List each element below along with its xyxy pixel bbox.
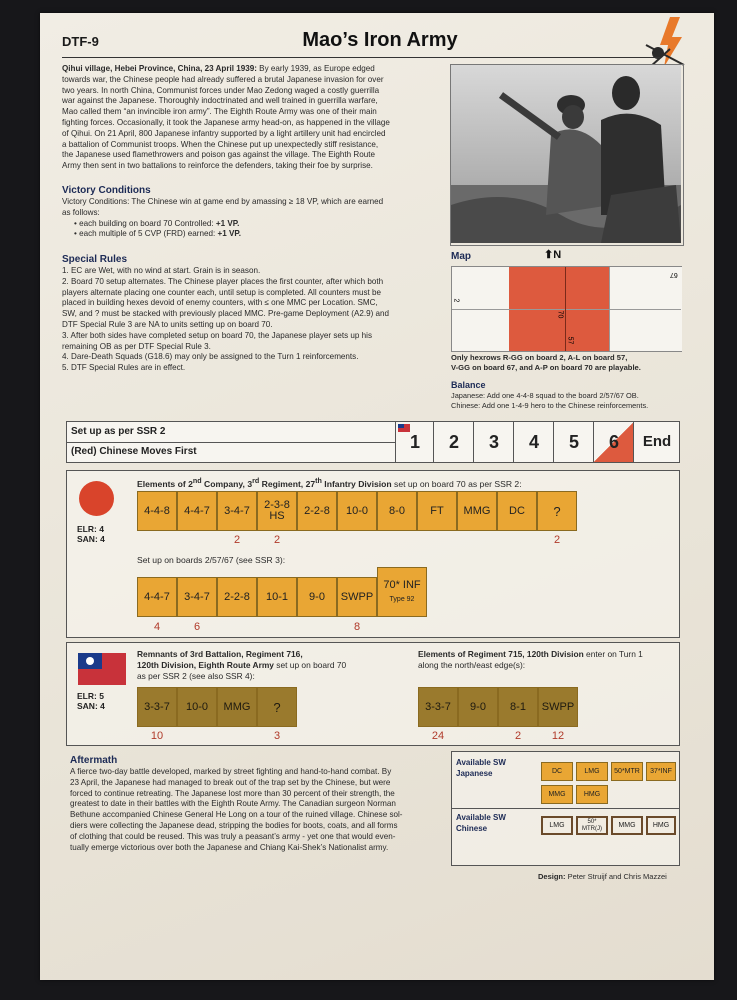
nationalist-flag-icon [78, 653, 126, 685]
counter-10-1: 10-1 [257, 577, 297, 617]
count-swpp: 8 [353, 621, 361, 633]
title-divider [62, 57, 660, 58]
scenario-code: DTF-9 [62, 34, 99, 49]
japanese-ob-panel [66, 470, 680, 638]
sw-jp-37inf: 37*INF [646, 762, 676, 781]
map-heading: Map [451, 251, 471, 262]
map-label-70: 70 [556, 310, 564, 319]
count-4-4-7: 4 [153, 621, 161, 633]
design-credits: Design: Peter Struijf and Chris Mazzei [538, 872, 667, 881]
counter-9-0: 9-0 [297, 577, 337, 617]
counter-8-1: 8-1 [498, 687, 538, 727]
count-2-3-8-hs: 2 [273, 534, 281, 546]
turn-4: 4 [513, 422, 554, 462]
counter-swpp: SWPP [337, 577, 377, 617]
aftermath-heading: Aftermath [70, 755, 118, 766]
counter-2-3-8-hs: 2-3-8 HS [257, 491, 297, 531]
intro-text: Qihui village, Hebei Province, China, 23 April 1939: By early 1939, as Europe edged towards war, the Chinese people had already suffered a brutal Japanese invasion for over two years. In north China, Communist forces under Mao Zedong waged a costly guerrilla war against the Japanese. Thoroughly indoctrinated and well trained in guerrilla warfare, Mao called them “an invincible iron army”. The Eighth Route Army was one of their main fighting forces. Occasionally, it took the Japanese army head-on, as happened in the village of Qihui. On 21 April, 800 Japanese infantry supported by a light artillery unit had encircled a battalion of Communist troops. When the Chinese put up unexpectedly stiff resistance, the Japanese used flamethrowers and poison gas against the village. The Eighth Route Army then sent in two battalions to reinforce the defenders, taking their foe by surprise. [62, 64, 390, 171]
aftermath-text: A fierce two-day battle developed, marked by street fighting and hand-to-hand combat. By 23 April, the Japanese had managed to break out of the trap set by the Chinese, but were forced to continue retreating. The Japanese lost more than 30 percent of their strength, the greatest to date in their battles with the Eighth Route Army. The Canadian surgeon Norman Bethune accompanied Chinese General He Long on a tour of the ruined village. Chinese sol- diers were collecting the Japanese dead, stripping the bodies for boots, coats, and all forms of clothing that could be reused. This was truly a peasant’s army - yet one that would even- tually emerge victorious over both the Japanese and Chiang Kai-Shek’s Nationalist army. [70, 767, 403, 852]
counter-8-0: 8-0 [377, 491, 417, 531]
setup-label: Set up as per SSR 2 [71, 426, 166, 437]
moves-first-label: (Red) Chinese Moves First [71, 446, 197, 457]
chinese-san: SAN: 4 [77, 701, 105, 711]
map-midline [452, 309, 681, 310]
sw-jp-hmg: HMG [576, 785, 608, 804]
counter-10-0: 10-0 [337, 491, 377, 531]
map-label-67: 67 [670, 271, 678, 278]
sw-jp-lmg: LMG [576, 762, 608, 781]
map-label-2: 2 [452, 298, 460, 303]
chinese-group1-title: Remnants of 3rd Battalion, Regiment 716, 120th Division, Eighth Route Army set up on board 70 as per SSR 2 (see also SSR 4): [137, 649, 347, 681]
chinese-group2-title: Elements of Regiment 715, 120th Division enter on Turn 1 along the north/east edge(s): [418, 649, 643, 670]
turn-6: 6 [593, 422, 634, 462]
counter-2-2-8: 2-2-8 [217, 577, 257, 617]
japanese-group1-title: Elements of 2nd Company, 3rd Regiment, 27th Infantry Division set up on board 70 as per SSR 2: [137, 477, 522, 489]
count-8-1: 2 [514, 730, 522, 742]
count-3-3-7: 10 [150, 730, 164, 742]
available-sw-panel [451, 751, 680, 866]
sw-jp-dc: DC [541, 762, 573, 781]
japanese-group2-title: Set up on boards 2/57/67 (see SSR 3): [137, 555, 286, 565]
counter-4-4-8: 4-4-8 [137, 491, 177, 531]
scenario-title: Mao’s Iron Army [302, 29, 458, 51]
sw-chinese-label: Available SW Chinese [456, 813, 506, 833]
map-diagram [451, 266, 682, 352]
counter-70-inf: 70* INF Type 92 [377, 567, 427, 617]
counter-mmg: MMG [217, 687, 257, 727]
counter-10-0: 10-0 [177, 687, 217, 727]
turn-5: 5 [553, 422, 594, 462]
counter-4-4-7: 4-4-7 [137, 577, 177, 617]
balance-heading: Balance [451, 380, 486, 390]
japanese-row1 [137, 491, 587, 551]
count-concealment: 3 [273, 730, 281, 742]
sw-divider [452, 808, 679, 809]
japanese-sun-icon [79, 481, 114, 516]
sw-ch-lmg: LMG [541, 816, 573, 835]
counter-swpp: SWPP [538, 687, 578, 727]
count-3-4-7: 6 [193, 621, 201, 633]
counter-4-4-7: 4-4-7 [177, 491, 217, 531]
counter-dc: DC [497, 491, 537, 531]
turn-1: 1 [395, 422, 434, 462]
turn-track-divider [67, 442, 395, 443]
nationalist-flag-icon [398, 424, 410, 432]
counter-3-3-7: 3-3-7 [418, 687, 458, 727]
chinese-row2 [418, 687, 588, 743]
north-arrow-icon: ⬆ [544, 249, 554, 261]
counter-2-2-8: 2-2-8 [297, 491, 337, 531]
counter-3-4-7: 3-4-7 [217, 491, 257, 531]
count-3-3-7: 24 [431, 730, 445, 742]
counter-ft: FT [417, 491, 457, 531]
special-rules-text: 1. EC are Wet, with no wind at start. Grain is in season. 2. Board 70 setup alternates. The Chinese player places the first counter, after which both players alternate placing one counter each, until setup is completed. All counters must be placed in building hexes devoid of enemy counters, with ≤ one MMC per Location. SMC, SW, and ? must be stacked with previously placed MMC. Pre-game Deployment (A2.9) and DTF Special Rule 3 are NA to units setting up on board 70. 3. After both sides have completed setup on board 70, the Japanese player sets up his remaining OB as per DTF Special Rule 3. 4. Dare-Death Squads (G18.6) may only be assigned to the Turn 1 reinforcements. 5. DTF Special Rules are in effect. [62, 266, 390, 373]
sw-ch-50mtr: 50* MTR(J) [576, 816, 608, 835]
chinese-row1 [137, 687, 307, 743]
japanese-san: SAN: 4 [77, 534, 105, 544]
turn-end: End [633, 422, 680, 462]
count-concealment: 2 [553, 534, 561, 546]
turn-3: 3 [473, 422, 514, 462]
balance-text: Japanese: Add one 4-4-8 squad to the board 2/57/67 OB. Chinese: Add one 1-4-9 hero to the Chinese reinforcements. [451, 391, 649, 410]
japanese-elr: ELR: 4 [77, 524, 104, 534]
counter-concealment: ? [537, 491, 577, 531]
victory-text: Victory Conditions: The Chinese win at game end by amassing ≥ 18 VP, which are earned as follows: • each building on board 70 Controlled: +1 VP. • each multiple of 5 CVP (FRD) earned: +1 VP. [62, 197, 384, 239]
count-swpp: 12 [551, 730, 565, 742]
turn-track [66, 421, 680, 463]
map-label-57: 57 [566, 336, 574, 345]
counter-mmg: MMG [457, 491, 497, 531]
count-3-4-7: 2 [233, 534, 241, 546]
sw-ch-mmg: MMG [611, 816, 643, 835]
sw-jp-mmg: MMG [541, 785, 573, 804]
counter-3-3-7: 3-3-7 [137, 687, 177, 727]
counter-3-4-7: 3-4-7 [177, 577, 217, 617]
sw-japanese-label: Available SW Japanese [456, 758, 506, 778]
counter-concealment: ? [257, 687, 297, 727]
photo-frame [450, 64, 684, 246]
turn-2: 2 [433, 422, 474, 462]
special-rules-heading: Special Rules [62, 254, 128, 265]
scenario-card [40, 13, 714, 980]
north-indicator: ⬆N [544, 249, 562, 261]
victory-heading: Victory Conditions [62, 185, 151, 196]
japanese-row2 [137, 567, 437, 635]
counter-9-0: 9-0 [458, 687, 498, 727]
chinese-elr: ELR: 5 [77, 691, 104, 701]
intro-lead: Qihui village, Hebei Province, China, 23 April 1939: [62, 64, 257, 73]
map-caption: Only hexrows R-GG on board 2, A-L on board 57, V-GG on board 67, and A-P on board 70 are playable. [451, 353, 641, 372]
sw-jp-50mtr: 50*MTR [611, 762, 643, 781]
sw-ch-hmg: HMG [646, 816, 676, 835]
chinese-ob-panel [66, 642, 680, 746]
